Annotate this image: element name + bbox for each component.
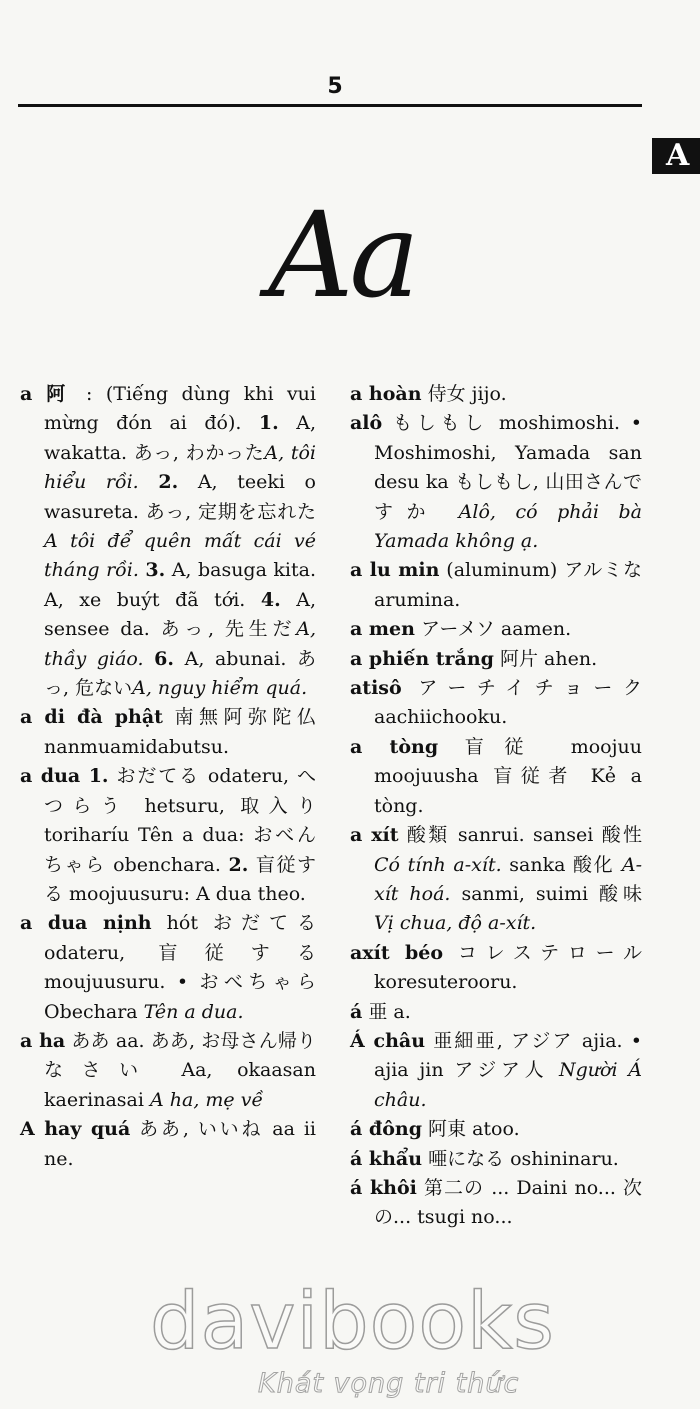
watermark-logo: davibooks [150,1277,555,1367]
entry-headword: á [350,1000,363,1023]
entry-text: hót おだてる odateru, 盲従する moujuusuru. • おべちゃら Obechara [44,912,316,1023]
entry-translation: Vị chua, độ a-xít. [374,912,537,935]
entry-text: (aluminum) アルミな arumina. [374,559,642,611]
dictionary-entry [350,998,642,1027]
entry-headword: 2. [158,471,179,494]
entry-text [144,648,155,670]
entry-headword: atisô [350,677,402,700]
dictionary-entry [350,556,642,615]
entry-text [139,471,159,493]
entry-text: 酸類 sanrui. sansei 酸性 [398,824,643,847]
entry-text: 阿東 atoo. [421,1118,520,1141]
entry-translation: Alô, có phải bà Yamada không ạ. [374,500,642,553]
entry-text: : (Tiếng dùng khi vui mừng đón ai đó). [44,383,316,435]
entry-translation: A, nguy hiểm quá. [132,677,308,700]
entry-text: コレステロール koresuterooru. [374,941,642,994]
entry-text: アーチイチョーク aachiichooku. [374,677,642,729]
entry-headword: 6. [154,647,175,670]
dictionary-entry [20,380,316,703]
section-letter-heading: Aa [268,186,416,324]
entry-headword: axít béo [350,941,444,964]
entry-translation: A, tôi hiểu rồi. [44,441,316,494]
dictionary-entry [350,821,642,939]
entry-headword: á khẩu [350,1147,423,1170]
dictionary-entry [350,939,642,998]
dictionary-entry [350,1145,642,1174]
entry-headword: a dua nịnh [20,912,152,935]
entry-text: A, teeki o wasureta. あっ, 定期を忘れた [44,471,316,523]
entry-headword: a phiến trắng [350,647,494,670]
dictionary-entry [350,1027,642,1115]
entry-translation: A tôi để quên mất cái vé tháng rồi. [44,530,316,582]
entry-headword: a ha [20,1029,66,1052]
entry-text: おだてる odateru, へつらう hetsuru, 取入り toriharíu Tên a dua: おべんちゃら obenchara. [44,765,316,876]
entry-headword: 3. [145,559,166,582]
dictionary-entry [350,615,642,644]
dictionary-entry [350,1174,642,1233]
entry-translation: Người Á châu. [374,1059,642,1111]
entry-translation: Có tính a-xít. [374,853,502,876]
dictionary-entry [350,380,642,409]
entry-text: 第二の ... Daini no... 次の... tsugi no... [374,1176,643,1229]
entry-text: 盲従 moojuu moojuusha 盲従者 Kẻ a tòng. [374,735,642,817]
entry-headword: A hay quá [20,1118,131,1141]
entry-text: A, sensee da. あっ, 先生だ [44,588,316,641]
entry-text: 南無阿弥陀仏 nanmuamidabutsu. [44,706,316,758]
entry-text: sanmi, suimi 酸味 [450,882,642,905]
entry-headword: a hoàn [350,383,422,405]
dictionary-entry [20,909,316,1027]
entry-headword: a dua 1. [20,765,109,788]
entry-text: 亜細亜, アジア ajia. • ajia jin アジア人 [374,1029,642,1082]
entry-text: 阿片 ahen. [493,647,598,670]
dictionary-entry [20,1027,316,1115]
dictionary-entry [350,674,642,733]
watermark-tagline: Khát vọng tri thức [258,1368,520,1399]
dictionary-entry [350,645,642,674]
entry-headword: 4. [260,588,281,611]
entry-translation: A, thầy giáo. [44,618,316,670]
entry-headword: a 阿 [20,383,73,405]
entry-headword: 1. [258,412,279,435]
entry-text: A, basuga kita. A, xe buýt đã tới. [44,559,316,611]
header-rule [18,104,642,107]
dictionary-entry [350,1115,642,1144]
entry-text: A, wakatta. あっ, わかった [44,412,316,464]
letter-tab: A [652,138,700,174]
entry-text: もしもし moshimoshi. • Moshimoshi, Yamada san desu ka もしもし, 山田さんですか [374,412,642,523]
dictionary-entry [350,733,642,821]
entry-text: 侍女 jijo. [421,383,507,405]
entry-headword: 2. [228,853,249,876]
dictionary-entry [20,1115,316,1174]
entry-headword: a xít [350,824,399,847]
entry-translation: A ha, mẹ về [150,1088,264,1111]
entry-text: 盲従する moojuusuru: A dua theo. [44,853,316,905]
entry-headword: a lu min [350,559,440,582]
entry-text: ああ, いいね aa ii ne. [44,1118,316,1170]
entry-text: アーメソ aamen. [414,618,572,641]
entry-translation: A-xít hoá. [374,853,642,905]
entry-headword: Á châu [350,1029,426,1052]
dictionary-entry [20,762,316,909]
entry-headword: alô [350,412,383,435]
entry-translation: Tên a dua. [143,1000,244,1023]
dictionary-entry [350,409,642,556]
entry-headword: a men [350,618,415,641]
dictionary-entry [20,703,316,762]
entry-text: A, abunai. あっ, 危ない [44,647,316,700]
entry-text: 亜 a. [362,1000,411,1023]
entry-headword: á khôi [350,1176,417,1199]
entry-headword: a di đà phật [20,706,163,729]
entry-headword: á đông [350,1118,422,1141]
page-number: 5 [327,74,343,99]
entry-text: 唖になる oshininaru. [422,1147,619,1170]
right-column [350,380,642,1233]
entry-text: sanka 酸化 [501,853,622,876]
left-column [20,380,316,1174]
entry-text: ああ aa. ああ, お母さん帰りなさい Aa, okaasan kaerinasai [44,1029,316,1111]
entry-headword: a tòng [350,735,439,758]
